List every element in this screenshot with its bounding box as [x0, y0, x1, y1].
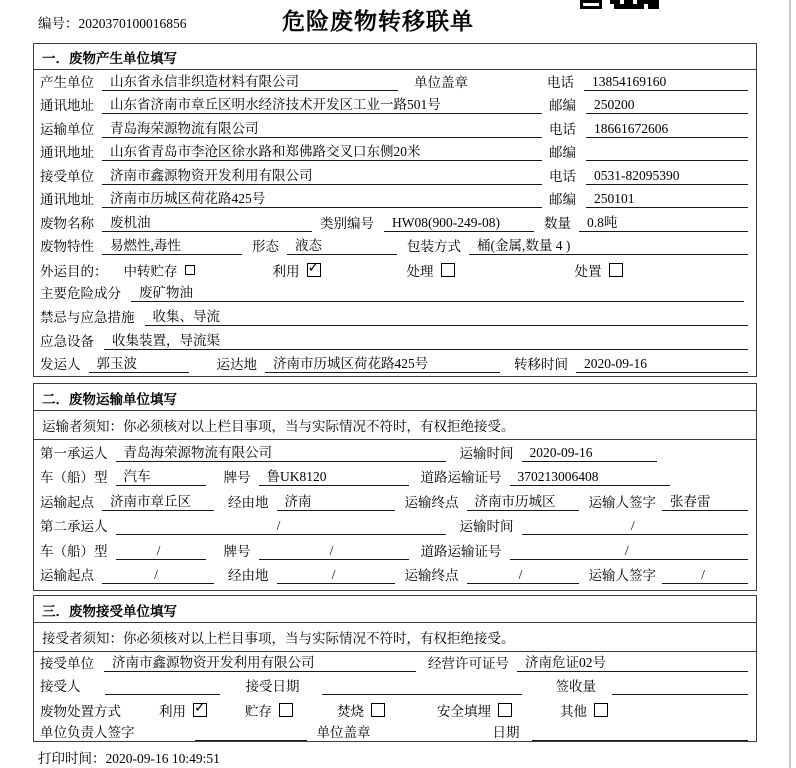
row-emergency-measures [34, 305, 756, 329]
receiver-phone-value: 0531-82095390 [586, 168, 748, 185]
packaging-method-label: 包装方式 [407, 239, 461, 255]
transporter-signature-2-label: 运输人签字 [588, 568, 656, 583]
print-time-label: 打印时间： [38, 751, 106, 766]
transport-time-2-label: 运输时间 [459, 519, 514, 534]
row-receiver-address [34, 188, 756, 212]
waste-category-label: 类别编号 [320, 215, 374, 231]
transporter-unit-label: 运输单位 [40, 121, 94, 137]
unit-head-signature-label: 单位负责人签字 [40, 725, 135, 740]
row-unit-head-signature [34, 721, 756, 742]
print-time-value: 2020-09-16 10:49:51 [105, 751, 220, 766]
option-disposal-other [560, 700, 608, 720]
checkbox-disposal-other[interactable] [594, 703, 608, 717]
unit-seal-2-label: 单位盖章 [316, 725, 371, 740]
option-transit-storage [124, 260, 195, 280]
carrier-notice: 运输者须知：你必须核对以上栏目事项，当与实际情况不符时，有权拒绝接受。 [34, 411, 756, 440]
waste-quantity-label: 数量 [544, 215, 571, 231]
transporter-address-value: 山东省青岛市李沧区徐水路和郑佛路交叉口东侧20米 [102, 141, 542, 162]
receiver-address-value: 济南市历城区荷花路425号 [102, 188, 542, 209]
business-license-value: 济南危证02号 [517, 652, 748, 672]
transporter-unit-value: 青岛海荣源物流有限公司 [102, 117, 542, 138]
producer-unit-label: 产生单位 [40, 74, 94, 90]
receiver-notice: 接受者须知：你必须核对以上栏目事项，当与实际情况不符时，有权拒绝接受。 [34, 623, 756, 652]
disposal-other-label: 其他 [560, 703, 587, 719]
receiver-postcode-value: 250101 [586, 191, 748, 208]
row-waste-characteristics [34, 235, 756, 259]
destination-label: 运达地 [216, 357, 257, 373]
origin-2-value: / [102, 567, 214, 584]
dispose-label: 处置 [574, 264, 602, 280]
option-utilize [273, 260, 321, 280]
row-vehicle-1 [34, 465, 756, 490]
option-treat [407, 260, 455, 280]
transporter-signature-1-value: 张春雷 [662, 490, 748, 511]
transfer-date-value: 2020-09-16 [576, 356, 748, 373]
section-transporter [33, 383, 757, 591]
option-disposal-storage [245, 700, 293, 720]
consignor-value: 郭玉波 [89, 353, 189, 374]
checkbox-disposal-utilize[interactable]: ✓ [194, 699, 206, 716]
terminus-2-label: 运输终点 [404, 568, 459, 583]
producer-phone-value: 13854169160 [584, 74, 748, 91]
checkbox-dispose[interactable] [609, 263, 623, 277]
via-1-label: 经由地 [228, 494, 269, 510]
checkbox-disposal-incinerate[interactable] [371, 703, 385, 717]
waste-name-label: 废物名称 [40, 215, 94, 231]
option-disposal-utilize [159, 700, 207, 720]
road-license-2-label: 道路运输证号 [420, 543, 502, 559]
waste-name-value: 废机油 [102, 211, 312, 232]
emergency-measures-value: 收集、导流 [145, 305, 749, 326]
row-disposal-method [34, 698, 756, 721]
row-receiving-unit [34, 652, 756, 675]
via-2-label: 经由地 [228, 568, 269, 583]
terminus-1-label: 运输终点 [404, 494, 459, 510]
waste-quantity-value: 0.8吨 [579, 211, 748, 232]
received-quantity-label: 签收量 [555, 679, 596, 694]
waste-form-label: 形态 [252, 239, 279, 255]
row-route-1 [34, 489, 756, 514]
receiver-unit-label: 接受单位 [40, 168, 94, 184]
section-producer-header: 一．废物产生单位填写 [34, 44, 756, 70]
serial-label: 编号： [38, 16, 79, 31]
checkbox-transit-storage[interactable] [185, 265, 195, 275]
terminus-1-value: 济南市历城区 [467, 490, 579, 511]
first-carrier-value: 青岛海荣源物流有限公司 [116, 441, 446, 462]
plate-number-2-label: 牌号 [223, 543, 251, 559]
transport-time-2-value: / [522, 518, 749, 535]
serial-number: 2020370100016856 [78, 16, 187, 31]
road-license-2-value: / [510, 543, 749, 560]
transporter-postcode-label: 邮编 [549, 145, 576, 161]
row-waste-name [34, 211, 756, 235]
transporter-phone-label: 电话 [549, 121, 576, 137]
received-quantity-value [612, 679, 748, 695]
emergency-measures-label: 禁忌与应急措施 [40, 310, 135, 326]
producer-postcode-label: 邮编 [549, 98, 576, 114]
waste-category-value: HW08(900-249-08) [384, 215, 534, 232]
producer-address-label: 通讯地址 [40, 98, 94, 114]
unit-head-signature-value [195, 725, 307, 741]
row-consignor [34, 353, 756, 377]
consignor-label: 发运人 [40, 357, 81, 373]
print-time-line [38, 747, 220, 767]
checkbox-disposal-landfill[interactable] [498, 703, 512, 717]
waste-form-value: 液态 [287, 235, 397, 256]
checkbox-utilize[interactable]: ✓ [307, 260, 320, 277]
transporter-phone-value: 18661672606 [586, 121, 748, 138]
vehicle-type-2-label: 车（船）型 [40, 543, 108, 559]
origin-1-label: 运输起点 [40, 494, 94, 510]
row-producer-unit [34, 70, 756, 94]
producer-address-value: 山东省济南市章丘区明水经济技术开发区工业一路501号 [102, 94, 542, 115]
date-label: 日期 [492, 725, 520, 740]
row-route-2 [34, 563, 756, 588]
via-2-value: / [277, 567, 395, 584]
row-transfer-purpose [34, 258, 756, 282]
option-dispose [575, 260, 623, 280]
origin-2-label: 运输起点 [40, 568, 94, 583]
receiver-postcode-label: 邮编 [549, 192, 576, 208]
checkbox-treat[interactable] [441, 263, 455, 277]
transport-time-1-value: 2020-09-16 [522, 445, 657, 462]
plate-number-1-label: 牌号 [223, 470, 251, 485]
utilize-label: 利用 [272, 264, 300, 280]
transfer-purpose-label: 外运目的： [40, 264, 108, 280]
receiver-address-label: 通讯地址 [40, 192, 94, 208]
option-disposal-landfill [437, 700, 512, 720]
receiving-unit-label: 接受单位 [40, 656, 94, 671]
disposal-landfill-label: 安全填埋 [437, 703, 491, 719]
row-vehicle-2 [34, 538, 756, 563]
receiver-phone-label: 电话 [549, 168, 576, 184]
section-transporter-header: 二．废物运输单位填写 [34, 384, 756, 411]
waste-characteristics-value: 易燃性,毒性 [102, 235, 242, 256]
plate-number-1-value: 鲁UK8120 [259, 465, 409, 486]
producer-postcode-value: 250200 [586, 97, 748, 114]
row-transporter-unit [34, 117, 756, 141]
transporter-address-label: 通讯地址 [40, 145, 94, 161]
transporter-signature-1-label: 运输人签字 [588, 494, 656, 510]
row-producer-address [34, 94, 756, 118]
waste-characteristics-label: 废物特性 [40, 239, 94, 255]
packaging-method-value: 桶(金属,数量 4 ) [469, 235, 748, 256]
row-first-carrier [34, 440, 756, 465]
row-hazardous-components [34, 282, 756, 306]
vehicle-type-2-value: / [116, 543, 206, 560]
road-license-1-label: 道路运输证号 [420, 470, 502, 485]
transporter-postcode-value [586, 145, 748, 161]
destination-value: 济南市历城区荷花路425号 [265, 353, 500, 374]
checkbox-disposal-storage[interactable] [279, 703, 293, 717]
hazardous-components-value: 废矿物油 [131, 282, 744, 303]
road-license-1-value: 370213006408 [510, 469, 670, 486]
row-transporter-address [34, 141, 756, 165]
vehicle-type-1-value: 汽车 [116, 465, 206, 486]
row-emergency-equipment [34, 329, 756, 353]
business-license-label: 经营许可证号 [428, 656, 509, 671]
emergency-equipment-value: 收集装置，导流渠 [104, 329, 748, 350]
origin-1-value: 济南市章丘区 [102, 490, 214, 511]
hazardous-components-label: 主要危险成分 [40, 286, 121, 302]
second-carrier-label: 第二承运人 [40, 519, 108, 534]
receiving-unit-value: 济南市鑫源物资开发利用有限公司 [104, 652, 416, 672]
producer-phone-label: 电话 [547, 74, 574, 90]
producer-unit-value: 山东省永信非织造材料有限公司 [102, 70, 398, 91]
transport-time-1-label: 运输时间 [459, 445, 514, 461]
unit-seal-label: 单位盖章 [414, 74, 468, 90]
transit-storage-label: 中转贮存 [123, 264, 178, 280]
via-1-value: 济南 [277, 490, 395, 511]
form-title: 危险废物转移联单 [282, 9, 474, 34]
row-second-carrier [34, 514, 756, 539]
receiver-unit-value: 济南市鑫源物资开发利用有限公司 [102, 164, 542, 185]
second-carrier-value: / [116, 518, 446, 535]
section-receiver-header: 三．废物接受单位填写 [34, 596, 756, 623]
row-receiver-person [34, 675, 756, 698]
receiver-person-value [105, 679, 220, 695]
section-producer [33, 43, 757, 377]
receive-date-label: 接受日期 [245, 679, 300, 694]
treat-label: 处理 [406, 264, 434, 280]
terminus-2-value: / [467, 567, 579, 584]
disposal-method-label: 废物处置方式 [40, 703, 121, 719]
disposal-utilize-label: 利用 [159, 703, 186, 719]
receive-date-value [322, 679, 522, 695]
section-receiver [33, 595, 757, 742]
date-value [532, 725, 749, 741]
first-carrier-label: 第一承运人 [40, 445, 108, 461]
emergency-equipment-label: 应急设备 [40, 333, 94, 349]
plate-number-2-value: / [259, 543, 409, 560]
disposal-incinerate-label: 焚烧 [337, 703, 364, 719]
qr-code-partial [580, 0, 670, 10]
page-edge-line [789, 0, 791, 768]
disposal-storage-label: 贮存 [245, 703, 272, 719]
row-receiver-unit [34, 164, 756, 188]
transfer-date-label: 转移时间 [514, 357, 568, 373]
option-disposal-incinerate [337, 700, 385, 720]
receiver-person-label: 接受人 [40, 679, 81, 694]
transporter-signature-2-value: / [662, 567, 748, 584]
vehicle-type-1-label: 车（船）型 [40, 470, 108, 485]
